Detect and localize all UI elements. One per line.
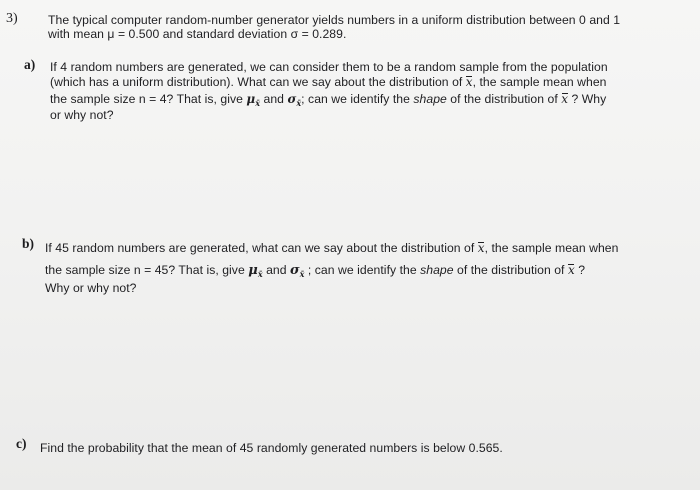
part-a-line-3 — [50, 92, 606, 111]
mu-subscript: x̄ — [257, 269, 263, 279]
mu-glyph: μ — [248, 263, 258, 278]
part-b-label: b) — [22, 236, 35, 251]
part-b-line-2-end: of the distribution of — [457, 263, 565, 277]
sigma-glyph: σ — [287, 92, 297, 106]
part-b-line-2-after: ; can we identify the — [307, 263, 417, 277]
problem-intro-line-1: The typical computer random-number generator yields numbers in a uniform distribution between 0 and 1 — [48, 13, 621, 27]
sigma-glyph: σ — [290, 263, 300, 278]
xbar-symbol: x — [465, 75, 473, 89]
part-a-line-2 — [50, 75, 607, 90]
part-b-line-2-tail: ? — [578, 263, 586, 277]
sigma-subscript: x̄ — [296, 98, 302, 108]
part-a-shape-word: shape — [413, 92, 447, 106]
part-a-line-3-end: of the distribution of — [450, 92, 558, 106]
mu-subscript: x̄ — [255, 98, 261, 108]
part-a-line-2-after: , the sample mean when — [472, 75, 607, 89]
part-b-shape-word: shape — [420, 263, 454, 277]
part-a-line-1: If 4 random numbers are generated, we can consider them to be a random sample from the population — [50, 60, 608, 74]
part-b-line-2 — [45, 263, 585, 282]
part-b-line-1-after: , the sample mean when — [484, 241, 619, 255]
mu-xbar-symbol — [246, 92, 260, 106]
mu-xbar-symbol — [248, 263, 262, 278]
part-b-line-2-before: the sample size n = 45? That is, give — [45, 263, 245, 277]
mu-glyph: μ — [246, 92, 256, 106]
part-a-line-3-before: the sample size n = 4? That is, give — [50, 92, 243, 106]
part-b-line-3: Why or why not? — [45, 281, 137, 295]
sigma-subscript: x̄ — [299, 269, 305, 279]
part-b-line-1 — [45, 241, 618, 256]
xbar-symbol: x — [561, 92, 569, 106]
part-a-line-3-mid: and — [263, 92, 284, 106]
part-a-label: a) — [24, 57, 36, 72]
part-a-line-3-after: ; can we identify the — [301, 92, 410, 106]
part-c-label: c) — [16, 436, 27, 451]
part-a-line-4: or why not? — [50, 108, 114, 122]
part-c-line-1: Find the probability that the mean of 45 randomly generated numbers is below 0.565. — [40, 441, 503, 455]
part-b-line-1-text: If 45 random numbers are generated, what can we say about the distribution of — [45, 241, 475, 255]
xbar-symbol: x — [567, 263, 575, 277]
part-b-line-2-mid: and — [266, 263, 287, 277]
part-a-line-2-text: (which has a uniform distribution). What can we say about the distribution of — [50, 75, 463, 89]
part-a-line-3-tail: ? Why — [571, 92, 607, 106]
problem-number: 3) — [6, 11, 18, 26]
problem-intro-line-2: with mean μ = 0.500 and standard deviation σ = 0.289. — [48, 27, 347, 41]
sigma-xbar-symbol — [287, 92, 301, 106]
xbar-symbol: x — [477, 241, 485, 255]
sigma-xbar-symbol — [290, 263, 304, 278]
